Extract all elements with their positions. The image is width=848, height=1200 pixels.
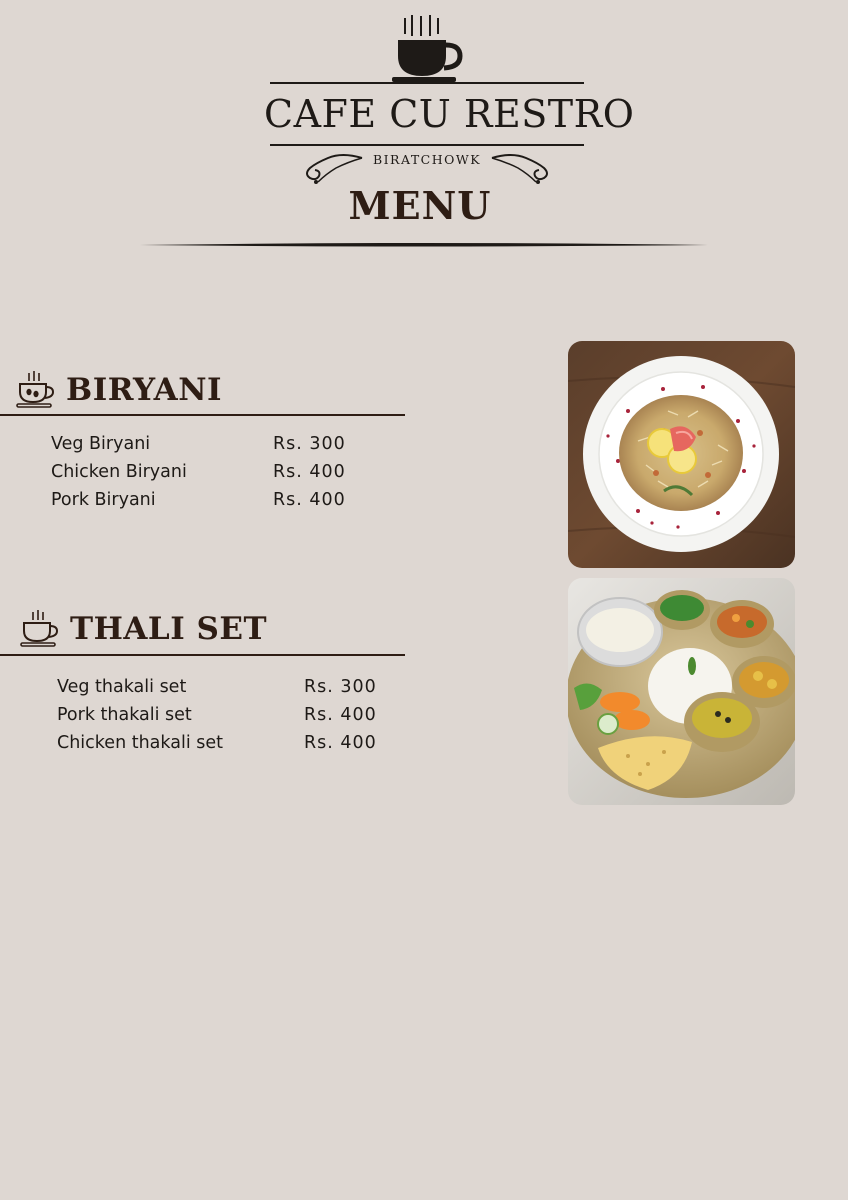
section-title-biryani: BIRYANI	[66, 372, 223, 408]
section-divider	[0, 414, 405, 416]
menu-item-name: Veg Biryani	[51, 434, 151, 454]
coffee-cup-icon	[392, 14, 464, 84]
menu-item-name: Veg thakali set	[57, 677, 187, 697]
menu-item-name: Chicken Biryani	[51, 462, 187, 482]
coffee-cup-icon	[16, 370, 56, 410]
menu-item-price: Rs. 400	[273, 490, 346, 510]
section-divider	[0, 654, 405, 656]
menu-item-price: Rs. 300	[273, 434, 346, 454]
menu-item-name: Pork thakali set	[57, 705, 192, 725]
thali-set-photo	[568, 578, 795, 805]
menu-item-price: Rs. 300	[304, 677, 377, 697]
menu-item-price: Rs. 400	[304, 733, 377, 753]
section-title-thali-set: THALI SET	[70, 611, 268, 647]
logo-top-rule	[270, 82, 584, 84]
header-divider	[140, 240, 708, 250]
coffee-cup-icon	[20, 609, 60, 649]
menu-item-name: Chicken thakali set	[57, 733, 223, 753]
branch-name: BIRATCHOWK	[372, 152, 482, 167]
restaurant-logo	[0, 0, 848, 260]
menu-title: MENU	[348, 183, 492, 228]
brand-name: CAFE CU RESTRO	[264, 92, 635, 136]
logo-middle-rule	[270, 144, 584, 146]
menu-item-name: Pork Biryani	[51, 490, 156, 510]
menu-item-price: Rs. 400	[304, 705, 377, 725]
biryani-plate-photo	[568, 341, 795, 568]
menu-item-price: Rs. 400	[273, 462, 346, 482]
